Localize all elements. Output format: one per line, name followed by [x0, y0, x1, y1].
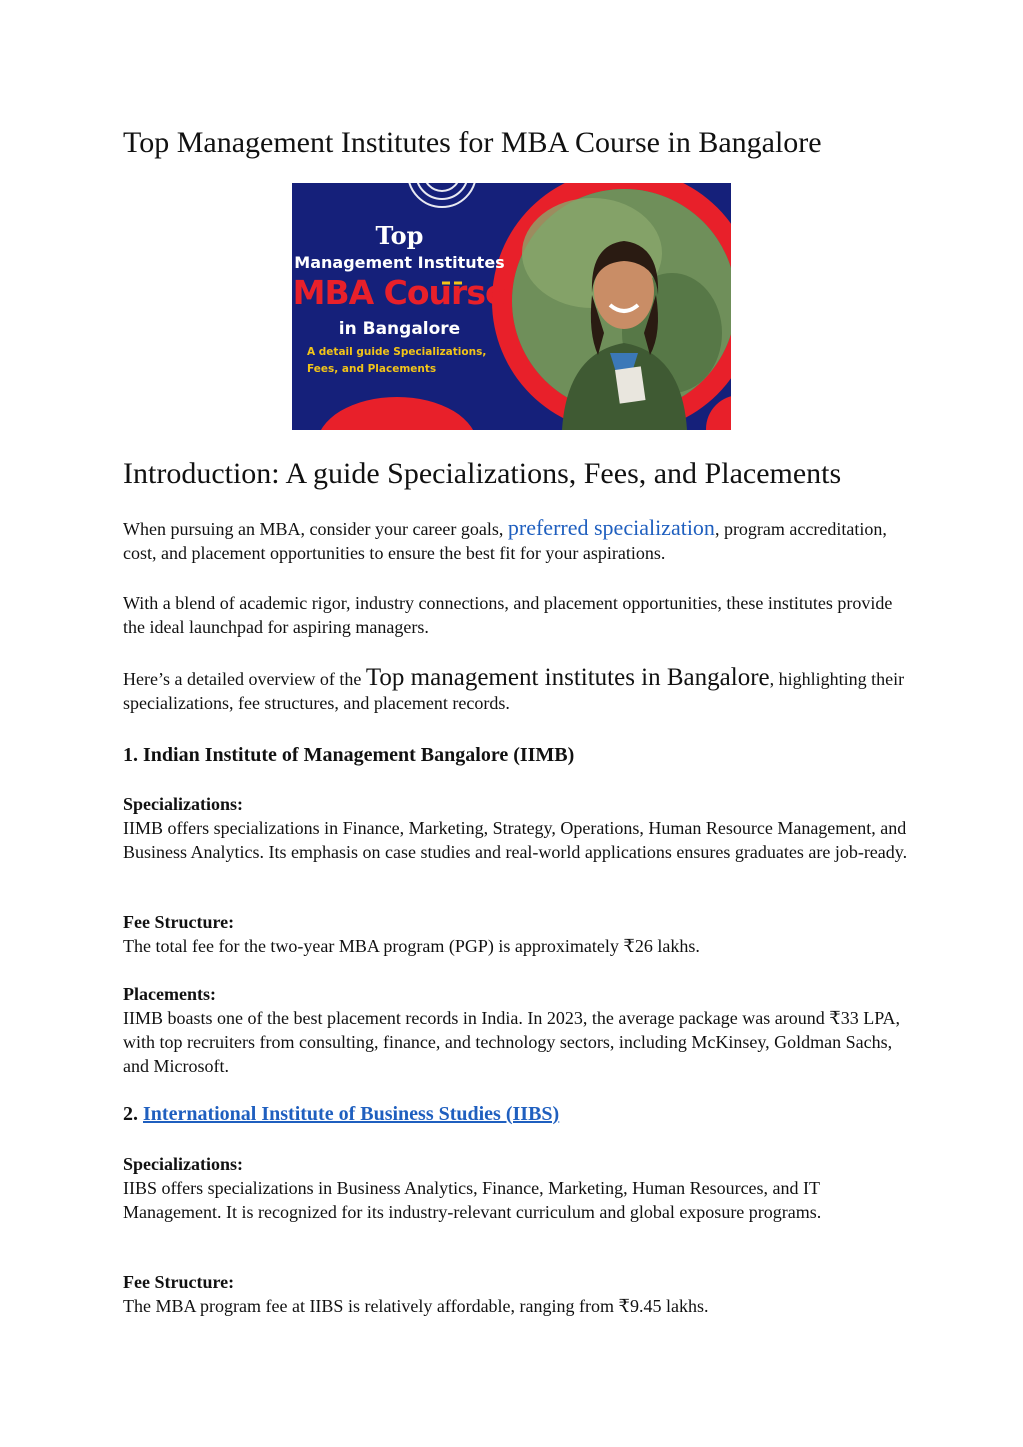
intro-paragraph-3 — [123, 666, 913, 715]
banner-line-mba: MBA Course — [292, 273, 507, 312]
banner-line-bangalore: in Bangalore — [338, 319, 461, 339]
page-title: Top Management Institutes for MBA Course in Bangalore — [123, 126, 822, 159]
intro-paragraph-1 — [123, 516, 913, 565]
iibs-number: 2. — [123, 1103, 143, 1125]
iibs-fee-label: Fee Structure: — [123, 1272, 235, 1292]
p3-after: , highlighting their specializations, fee structures, and placement records. — [123, 669, 905, 713]
iibs-specializations — [123, 1152, 913, 1224]
preferred-specialization-link[interactable]: preferred specialization — [507, 515, 715, 540]
iimb-place-text: IIMB boasts one of the best placement records in India. In 2023, the average package was around ₹33 LPA, with top recruiters from consulting, finance, and technology sectors, including McKinsey, Goldman Sachs, and Microsoft. — [123, 1008, 901, 1076]
iimb-fee-text: The total fee for the two-year MBA program (PGP) is approximately ₹26 lakhs. — [123, 936, 700, 956]
banner-line-top: Top — [375, 221, 424, 250]
iimb-spec-text: IIMB offers specializations in Finance, Marketing, Strategy, Operations, Human Resource Management, and Business Analytics. Its emphasis on case studies and real-world applications ensures graduates are job-ready. — [123, 818, 908, 862]
intro-paragraph-2: With a blend of academic rigor, industry connections, and placement opportunities, these institutes provide the ideal launchpad for aspiring managers. — [123, 593, 893, 637]
iimb-placements — [123, 982, 913, 1078]
banner-line-institutes: Management Institutes — [294, 253, 505, 272]
iibs-spec-text: IIBS offers specializations in Business Analytics, Finance, Marketing, Human Resources, and IT Management. It is recognized for its industry-relevant curriculum and global exposure programs. — [123, 1178, 822, 1222]
iimb-place-label: Placements: — [123, 984, 216, 1004]
iibs-heading-link[interactable]: International Institute of Business Studies (IIBS) — [143, 1103, 560, 1125]
intro-heading: Introduction: A guide Specializations, Fees, and Placements — [123, 457, 842, 490]
iimb-fee — [123, 910, 913, 958]
iibs-fee-text: The MBA program fee at IIBS is relatively affordable, ranging from ₹9.45 lakhs. — [123, 1296, 709, 1316]
banner-image — [292, 183, 731, 430]
iibs-fee — [123, 1270, 913, 1318]
p1-after: , program accreditation, cost, and placement opportunities to ensure the best fit for your aspirations. — [123, 519, 887, 563]
iibs-heading — [123, 1101, 559, 1127]
iimb-specializations — [123, 792, 913, 864]
top-institutes-phrase: Top management institutes in Bangalore — [365, 664, 770, 691]
p1-before: When pursuing an MBA, consider your career goals, — [123, 519, 508, 539]
p3-before: Here’s a detailed overview of the — [123, 669, 366, 689]
iibs-spec-label: Specializations: — [123, 1154, 243, 1174]
iimb-fee-label: Fee Structure: — [123, 912, 235, 932]
banner-line-guide: A detail guide Specializations, — [307, 346, 487, 358]
iimb-heading: 1. Indian Institute of Management Bangalore (IIMB) — [123, 744, 575, 766]
banner-line-fees: Fees, and Placements — [307, 363, 437, 375]
iimb-spec-label: Specializations: — [123, 794, 243, 814]
